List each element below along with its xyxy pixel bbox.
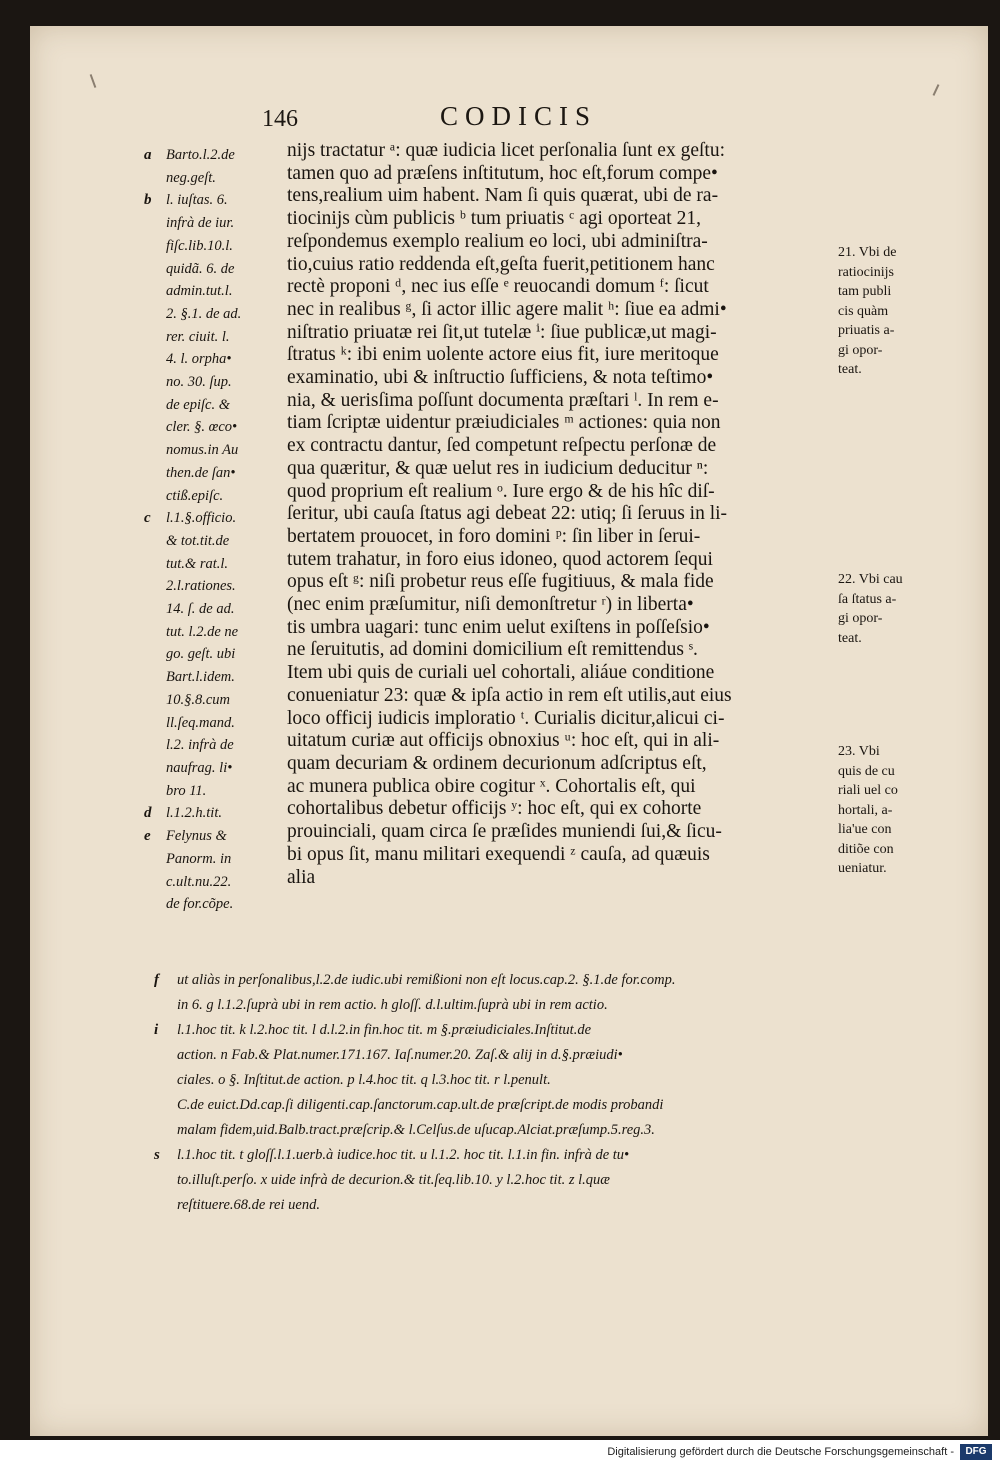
footnote-text: malam fidem,uid.Balb.tract.præſcrip.& l.Celſus.de uſucap.Alciat.præſump.5.reg.3. <box>177 1122 655 1138</box>
margin-note-text: ctiß.epiſc. <box>166 487 224 504</box>
note-marker: a <box>144 147 152 163</box>
text-line: tiocinijs cùm publicis ᵇ tum priuatis ᶜ agi oporteat 21, <box>287 208 701 230</box>
margin-note-line <box>138 575 284 598</box>
main-text-column <box>287 140 832 889</box>
note-marker: c <box>144 510 151 527</box>
margin-note-line <box>138 825 284 848</box>
footnote-text: l.1.hoc tit. k l.2.hoc tit. l d.l.2.in fin.hoc tit. m §.præiudiciales.Inſtitut.de <box>177 1022 592 1038</box>
page-mark <box>933 84 940 96</box>
text-line: Item ubi quis de curiali uel cohortali, aliáue conditione <box>287 662 715 684</box>
side-note-line: ſa ſtatus a- <box>838 591 897 607</box>
side-note-line: gi opor- <box>838 342 883 358</box>
text-line: ex contractu dantur, ſed competunt reſpectu perſonæ de <box>287 435 717 457</box>
text-line: tis umbra uagari: tunc enim uelut exiſtens in poſſeſsio• <box>287 616 710 638</box>
side-note-line: lia'ue con <box>838 822 892 837</box>
text-line: quam decuriam & ordinem decurionum adſcriptus eſt, <box>287 752 707 774</box>
margin-note-text: go. geſt. ubi <box>166 646 236 663</box>
side-note-21 <box>838 243 938 380</box>
text-line: nec in realibus ᵍ, ſi actor illic agere malit ʰ: ſiue ea admi• <box>287 298 727 320</box>
text-line: alia <box>287 866 316 888</box>
text-line: examinatio, ubi & inſtructio ſufficiens, & nota teſtimo• <box>287 367 714 389</box>
footnote-line <box>152 1143 842 1168</box>
footnote-text: reſtituere.68.de rei uend. <box>177 1197 320 1213</box>
margin-note-text: fiſc.lib.10.l. <box>166 237 233 254</box>
footnote-text: ciales. o §. Inſtitut.de action. p l.4.hoc tit. q l.3.hoc tit. r l.penult. <box>177 1072 551 1088</box>
text-line: bertatem prouocet, in foro domini ᵖ: ſin liber in ſerui- <box>287 525 701 547</box>
footnote-line <box>152 1168 842 1193</box>
margin-note-text: neg.geſt. <box>166 169 216 186</box>
footnote-line <box>152 1043 842 1068</box>
margin-note-line <box>138 189 284 212</box>
page-mark <box>90 74 97 88</box>
margin-note-line <box>138 348 284 371</box>
margin-note-text: 2.l.rationes. <box>166 578 236 595</box>
text-line: cohortalibus debetur officijs ʸ: hoc eſt, qui ex cohorte <box>287 798 702 820</box>
margin-note-line <box>138 553 284 576</box>
margin-note-line <box>138 530 284 553</box>
text-line: tens,realium uim habent. Nam ſi quis quærat, ubi de ra- <box>287 185 719 207</box>
running-head: CODICIS <box>440 101 598 131</box>
side-note-line: priuatis a- <box>838 323 895 338</box>
text-line: loco officij iudicis imploratio ᵗ. Curialis dicitur,alicui ci- <box>287 707 725 729</box>
text-line: ne ſeruitutis, ad domini domicilium eſt remittendus ˢ. <box>287 639 698 661</box>
footnote-text: l.1.hoc tit. t gloſſ.l.1.uerb.à iudice.hoc tit. u l.1.2. hoc tit. l.1.in fin. infrà de tu• <box>177 1147 630 1163</box>
footnote-line <box>152 1018 842 1043</box>
side-note-line: teat. <box>838 362 862 377</box>
text-line: prouinciali, quam circa ſe præſides muniendi ſui,& ſicu- <box>287 821 722 843</box>
side-note-line: 23. Vbi <box>838 744 880 759</box>
margin-note-line <box>138 326 284 349</box>
funding-notice: Digitalisierung gefördert durch die Deutsche Forschungsgemeinschaft - <box>607 1446 954 1458</box>
margin-note-text: Felynus & <box>166 828 227 845</box>
margin-note-line <box>138 848 284 871</box>
text-line: opus eſt ᵍ: niſi probetur reus eſſe fugitiuus, & mala fide <box>287 571 714 593</box>
margin-note-text: naufrag. li• <box>166 759 233 776</box>
text-line: reſpondemus exemplo realium eo loci, ubi adminiſtra- <box>287 230 708 252</box>
margin-note-text: c.ult.nu.22. <box>166 873 232 890</box>
margin-note-line <box>138 303 284 326</box>
margin-note-text: & tot.tit.de <box>166 532 230 549</box>
margin-note-line <box>138 371 284 394</box>
margin-note-text: quidã. 6. de <box>166 260 235 277</box>
margin-note-text: 10.§.8.cum <box>166 691 231 708</box>
margin-note-text: de for.cõpe. <box>166 896 234 913</box>
footnote-marker: f <box>154 972 159 988</box>
text-line: ac munera publica obire cogitur ˣ. Cohortalis eſt, qui <box>287 775 696 797</box>
footnote-text: to.illuſt.perſo. x uide infrà de decurion.& tit.ſeq.lib.10. y l.2.hoc tit. z l.quæ <box>177 1172 610 1188</box>
margin-note-text: nomus.in Au <box>166 442 239 459</box>
margin-note-line <box>138 485 284 508</box>
margin-note-line <box>138 394 284 417</box>
text-line: niſtratio priuatæ rei ſit,ut tutelæ ⁱ: ſiue publicæ,ut magi- <box>287 321 717 343</box>
dfg-logo-icon[interactable]: DFG <box>960 1444 992 1460</box>
text-line: uitatum curiæ aut officijs obnoxius ᵘ: hoc eſt, qui in ali- <box>287 730 720 752</box>
margin-note-line <box>138 643 284 666</box>
side-note-line: quis de cu <box>838 763 895 779</box>
margin-note-line <box>138 666 284 689</box>
side-note-23 <box>838 742 938 879</box>
margin-note-line <box>138 280 284 303</box>
margin-note-text: 14. ſ. de ad. <box>166 601 235 618</box>
text-line: tio,cuius ratio reddenda eſt,geſta fuerit,petitionem hanc <box>287 253 715 275</box>
footnote-text: C.de euict.Dd.cap.ſi diligenti.cap.ſanctorum.cap.ult.de præſcript.de modis probandi <box>177 1097 664 1113</box>
margin-note-line <box>138 780 284 803</box>
footer-bar <box>0 1440 1000 1465</box>
margin-note-text: then.de ſan• <box>166 464 236 481</box>
margin-note-text: tut.& rat.l. <box>166 555 229 572</box>
margin-note-line <box>138 712 284 735</box>
text-line: conueniatur 23: quæ & ipſa actio in rem eſt utilis,aut eius <box>287 684 732 706</box>
note-marker: e <box>144 828 151 845</box>
footnote-line <box>152 993 842 1018</box>
margin-note-line <box>138 439 284 462</box>
text-line: quod proprium eſt realium ᵒ. Iure ergo & de his hîc diſ- <box>287 480 715 502</box>
side-note-22 <box>838 570 938 648</box>
side-note-line: riali uel co <box>838 783 898 798</box>
margin-note-line <box>138 621 284 644</box>
side-note-line: 21. Vbi de <box>838 245 897 260</box>
footnote-line <box>152 1093 842 1118</box>
margin-note-text: 4. l. orpha• <box>166 351 232 368</box>
note-marker: d <box>144 805 152 822</box>
margin-note-line <box>138 893 284 916</box>
margin-note-line <box>138 416 284 439</box>
text-line: bi opus ſit, manu militari exequendi ᶻ cauſa, ad quæuis <box>287 843 710 865</box>
text-line: nia, & uerisſima poſſunt documenta præſtari ˡ. In rem e- <box>287 389 719 411</box>
side-note-line: ditiõe con <box>838 841 894 857</box>
text-line: tiam ſcriptæ uidentur præiudiciales ᵐ actiones: quia non <box>287 412 721 434</box>
footnotes <box>152 968 842 1218</box>
side-note-line: hortali, a- <box>838 802 893 818</box>
text-line: ſeritur, ubi cauſa ſtatus agi debeat 22: utiq; ſi ſeruus in li- <box>287 503 728 525</box>
margin-note-line <box>138 802 284 825</box>
margin-note-line <box>138 598 284 621</box>
side-note-line: 22. Vbi cau <box>838 572 903 587</box>
page-number: 146 <box>262 106 298 132</box>
footnote-line <box>152 1068 842 1093</box>
side-note-line: cis quàm <box>838 303 889 319</box>
text-line: tamen quo ad præſens inſtitutum, hoc eſt,forum compe• <box>287 162 718 184</box>
margin-note-line <box>138 507 284 530</box>
margin-note-line <box>138 144 284 167</box>
margin-note-text: cler. §. œco• <box>166 419 238 436</box>
margin-note-text: tut. l.2.de ne <box>166 623 239 640</box>
margin-note-text: de epiſc. & <box>166 396 231 413</box>
left-marginal-notes <box>138 144 284 916</box>
margin-note-text: Barto.l.2.de <box>166 147 235 163</box>
footnote-marker: i <box>154 1022 159 1038</box>
margin-note-text: rer. ciuit. l. <box>166 328 230 345</box>
margin-note-text: Panorm. in <box>166 850 232 867</box>
margin-note-line <box>138 689 284 712</box>
margin-note-line <box>138 871 284 894</box>
margin-note-text: no. 30. ſup. <box>166 374 232 391</box>
margin-note-text: 2. §.1. de ad. <box>166 305 242 322</box>
margin-note-line <box>138 734 284 757</box>
margin-note-text: admin.tut.l. <box>166 283 233 300</box>
text-line: rectè proponi ᵈ, nec ius eſſe ᵉ reuocandi domum ᶠ: ſicut <box>287 276 709 298</box>
footnote-line <box>152 1193 842 1218</box>
margin-note-text: infrà de iur. <box>166 215 235 232</box>
margin-note-text: l.1.§.officio. <box>166 510 237 527</box>
text-line: qua quæritur, & quæ uelut res in iudicium deducitur ⁿ: <box>287 457 709 479</box>
margin-note-text: l.1.2.h.tit. <box>166 805 222 822</box>
footnote-line <box>152 1118 842 1143</box>
text-line: ſtratus ᵏ: ibi enim uolente actore eius fit, iure meritoque <box>287 344 719 366</box>
side-note-line: ratiocinijs <box>838 264 894 280</box>
footnote-text: ut aliàs in perſonalibus,l.2.de iudic.ubi remißioni non eſt locus.cap.2. §.1.de for.comp. <box>177 972 676 988</box>
side-note-line: gi opor- <box>838 611 883 626</box>
note-marker: b <box>144 192 152 209</box>
margin-note-text: bro 11. <box>166 782 207 799</box>
margin-note-line <box>138 235 284 258</box>
margin-note-line <box>138 167 284 190</box>
margin-note-line <box>138 462 284 485</box>
margin-note-text: l. iuſtas. 6. <box>166 192 228 209</box>
text-line: (nec enim præſumitur, niſi demonſtretur ʳ) in liberta• <box>287 594 694 616</box>
text-line: tutem trahatur, in foro eius idoneo, quod actorem ſequi <box>287 548 713 570</box>
footnote-text: in 6. g l.1.2.ſuprà ubi in rem actio. h gloſſ. d.l.ultim.ſuprà ubi in rem actio. <box>177 997 608 1013</box>
text-line: nijs tractatur ᵃ: quæ iudicia licet perſonalia ſunt ex geſtu: <box>287 140 725 161</box>
side-note-line: ueniatur. <box>838 861 887 876</box>
footnote-text: action. n Fab.& Plat.numer.171.167. Iaſ.numer.20. Zaſ.& alij in d.§.præiudi• <box>177 1047 623 1063</box>
margin-note-text: l.2. infrà de <box>166 737 234 754</box>
margin-note-line <box>138 258 284 281</box>
footnote-marker: s <box>154 1147 160 1163</box>
margin-note-line <box>138 757 284 780</box>
footnote-line <box>152 968 842 993</box>
margin-note-text: Bart.l.idem. <box>166 669 235 686</box>
margin-note-line <box>138 212 284 235</box>
margin-note-text: ll.ſeq.mand. <box>166 714 235 731</box>
side-note-line: teat. <box>838 630 862 646</box>
side-note-line: tam publi <box>838 284 892 299</box>
